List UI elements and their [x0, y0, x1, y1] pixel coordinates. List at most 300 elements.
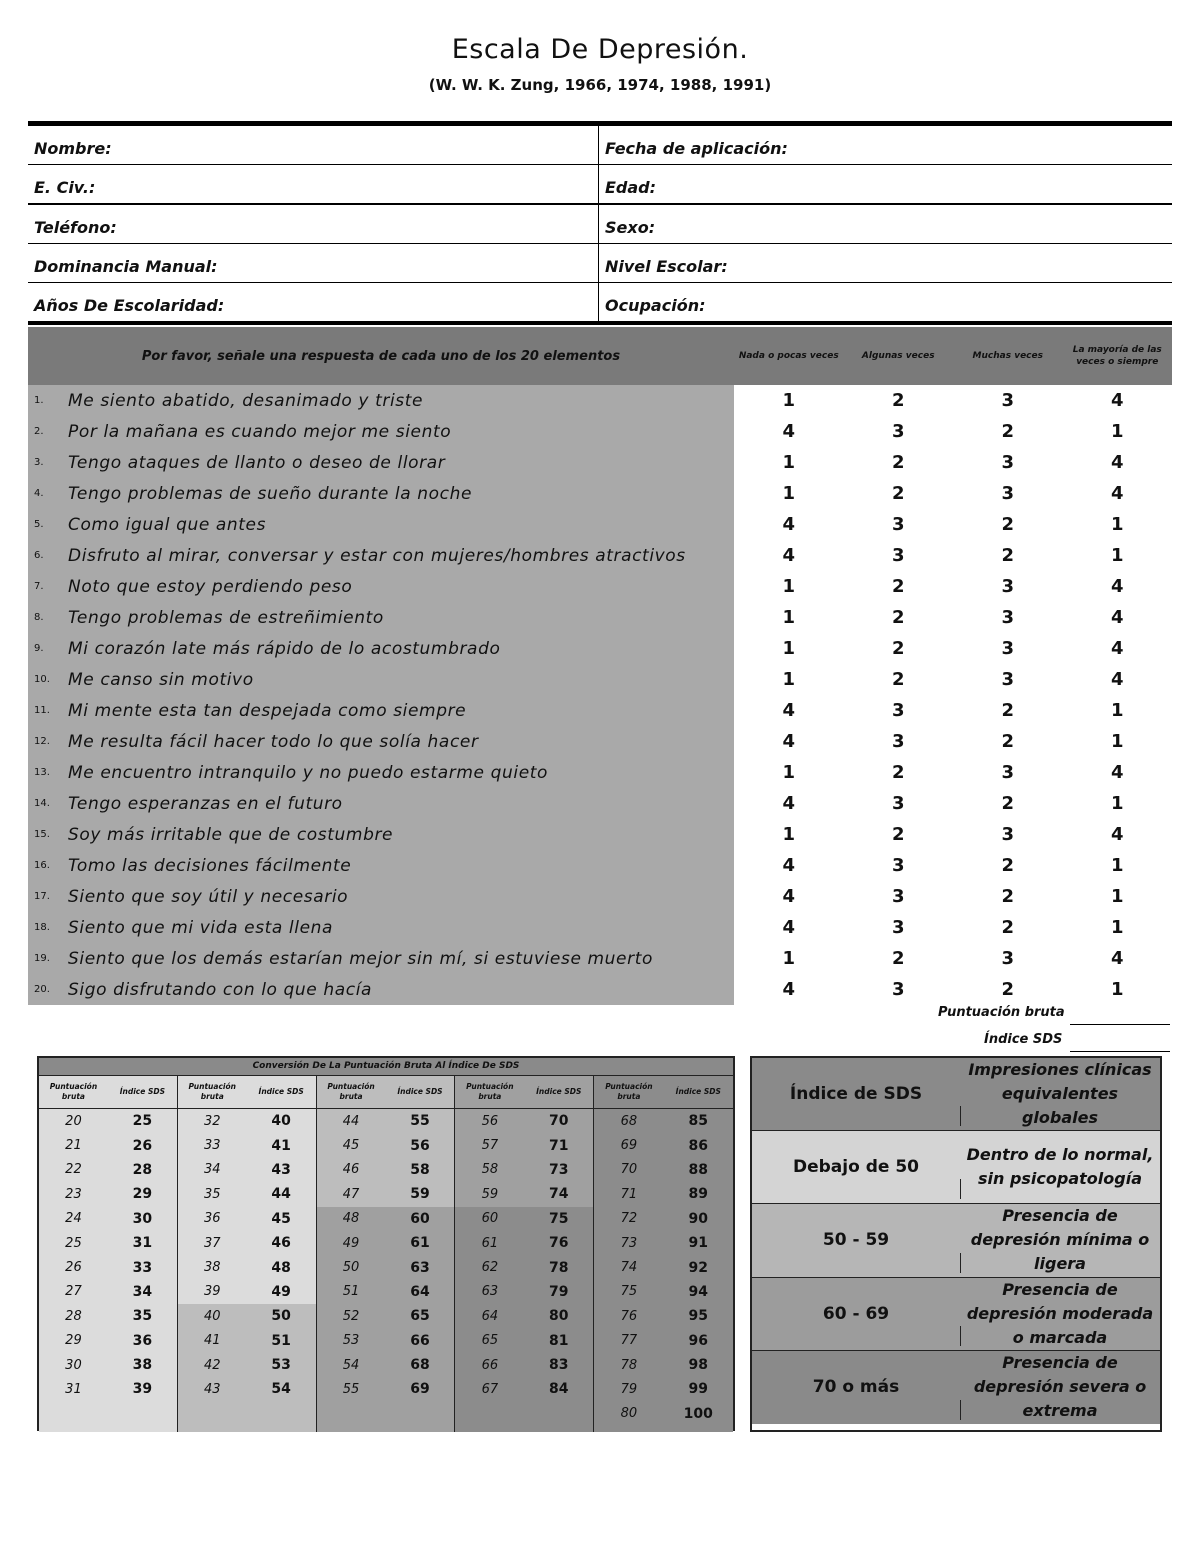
item-score-option[interactable]: 4	[782, 793, 796, 814]
conversion-row	[317, 1280, 455, 1304]
conversion-row	[317, 1207, 455, 1231]
sds-index-value: 80	[549, 1308, 569, 1325]
schooling-years-field[interactable]: Años De Escolaridad:	[28, 283, 599, 321]
item-question	[28, 881, 734, 912]
item-score-option[interactable]: 2	[891, 607, 905, 628]
item-text: Disfruto al mirar, conversar y estar con mujeres/hombres atractivos	[68, 545, 686, 566]
item-score-option[interactable]: 4	[782, 731, 796, 752]
interp-impression-header	[960, 1058, 1160, 1130]
education-level-field[interactable]: Nivel Escolar:	[605, 257, 728, 276]
item-question	[28, 757, 734, 788]
conversion-column	[39, 1076, 178, 1432]
sds-index-header: Índice SDS	[536, 1087, 582, 1096]
item-score-option[interactable]: 4	[782, 700, 796, 721]
raw-score-value: 34	[203, 1162, 221, 1178]
conversion-row	[178, 1304, 316, 1328]
item-text: Tengo problemas de sueño durante la noche	[68, 483, 473, 504]
raw-score-value: 39	[203, 1284, 221, 1300]
sds-index-value: 61	[410, 1235, 430, 1252]
item-score-option[interactable]: 3	[891, 700, 905, 721]
item-row	[28, 540, 1172, 571]
raw-score-value: 31	[65, 1381, 82, 1397]
item-score-option[interactable]: 2	[891, 390, 905, 411]
item-question	[28, 416, 734, 447]
item-score-option[interactable]: 2	[1001, 700, 1015, 721]
item-score-option[interactable]: 2	[891, 452, 905, 473]
conversion-row	[455, 1280, 593, 1304]
raw-score-value: 66	[481, 1357, 499, 1373]
conversion-row	[178, 1353, 316, 1377]
sds-index-value: 55	[410, 1113, 430, 1130]
raw-score-header: Puntuación bruta	[327, 1082, 375, 1101]
item-score-option[interactable]: 2	[1001, 979, 1015, 1000]
raw-score-value: 47	[342, 1186, 360, 1202]
item-score-option[interactable]: 1	[1110, 793, 1124, 814]
item-score-option[interactable]: 1	[1110, 886, 1124, 907]
raw-score-value: 21	[65, 1138, 82, 1154]
item-score-option[interactable]: 4	[782, 421, 796, 442]
item-number: 20.	[34, 984, 50, 995]
raw-score-value: 27	[65, 1284, 82, 1300]
conversion-row	[39, 1329, 177, 1353]
conversion-row	[455, 1329, 593, 1353]
raw-score-value: 32	[203, 1113, 221, 1129]
item-score-option[interactable]: 2	[891, 824, 905, 845]
raw-score-value: 23	[65, 1186, 82, 1202]
occupation-field[interactable]: Ocupación:	[605, 296, 706, 315]
sds-index-value: 85	[688, 1113, 709, 1130]
item-score-option[interactable]: 3	[1001, 576, 1015, 597]
conversion-row	[178, 1377, 316, 1401]
raw-score-value: 65	[481, 1333, 499, 1349]
item-score-option[interactable]: 3	[1001, 824, 1015, 845]
raw-score-value: 33	[203, 1138, 221, 1154]
sds-index-value: 53	[271, 1357, 291, 1374]
sds-index-value: 78	[549, 1259, 569, 1276]
conversion-row	[594, 1158, 733, 1182]
item-score-option[interactable]: 2	[1001, 421, 1015, 442]
sds-index-value: 29	[132, 1186, 153, 1203]
patient-info-grid	[28, 121, 1172, 325]
raw-score-value: 75	[620, 1284, 638, 1300]
item-score-option[interactable]: 3	[891, 917, 905, 938]
item-number: 3.	[34, 457, 44, 468]
raw-score-value: 55	[342, 1381, 360, 1397]
item-score-option[interactable]: 2	[1001, 793, 1015, 814]
raw-score-label: Puntuación bruta	[938, 1005, 1065, 1020]
item-number: 11.	[34, 705, 50, 716]
sds-index-value: 64	[410, 1283, 430, 1300]
raw-score-value: 72	[620, 1211, 638, 1227]
raw-score-value: 43	[203, 1381, 221, 1397]
item-score-option[interactable]: 3	[1001, 762, 1015, 783]
raw-score-value: 61	[481, 1235, 499, 1251]
conversion-row	[594, 1182, 733, 1206]
conversion-row	[594, 1231, 733, 1255]
item-row	[28, 726, 1172, 757]
conversion-row	[39, 1133, 177, 1157]
raw-score-value: 70	[620, 1162, 638, 1178]
conversion-row	[594, 1329, 733, 1353]
divider-tick	[960, 1326, 961, 1346]
raw-score-value: 37	[203, 1235, 221, 1251]
item-text: Me siento abatido, desanimado y triste	[68, 390, 424, 411]
conversion-table	[37, 1056, 735, 1431]
age-field[interactable]: Edad:	[605, 178, 657, 197]
item-number: 17.	[34, 891, 50, 902]
sds-index-value: 50	[271, 1308, 291, 1325]
sds-index-blank[interactable]	[1070, 1051, 1170, 1052]
item-number: 8.	[34, 612, 44, 623]
sds-index-header: Índice SDS	[675, 1087, 721, 1096]
item-score-option[interactable]: 4	[1110, 576, 1124, 597]
item-score-option[interactable]: 3	[1001, 669, 1015, 690]
sds-index-value: 65	[410, 1308, 430, 1325]
item-score-option[interactable]: 4	[782, 979, 796, 1000]
item-score-option[interactable]: 2	[1001, 917, 1015, 938]
raw-score-header: Puntuación bruta	[466, 1082, 514, 1101]
sds-index-value: 60	[410, 1210, 430, 1227]
item-text: Por la mañana es cuando mejor me siento	[68, 421, 452, 442]
divider-tick	[960, 1179, 961, 1199]
item-row	[28, 664, 1172, 695]
raw-score-value: 30	[65, 1357, 82, 1373]
item-text: Mi mente esta tan despejada como siempre	[68, 700, 467, 721]
conversion-row	[594, 1304, 733, 1328]
conversion-title: Conversión De La Puntuación Bruta Al Índice De SDS	[39, 1058, 733, 1076]
item-question	[28, 819, 734, 850]
conversion-row	[317, 1109, 455, 1133]
item-score-option[interactable]: 3	[1001, 390, 1015, 411]
item-text: Siento que soy útil y necesario	[68, 886, 349, 907]
item-score-option[interactable]: 3	[1001, 483, 1015, 504]
conversion-row	[39, 1207, 177, 1231]
item-number: 16.	[34, 860, 50, 871]
info-row	[28, 205, 1172, 244]
conversion-column	[178, 1076, 317, 1432]
item-score-option[interactable]: 2	[891, 483, 905, 504]
sds-index-value: 66	[410, 1332, 430, 1349]
item-score-option[interactable]: 1	[1110, 731, 1124, 752]
option-header: La mayoría de las veces o siempre	[1063, 327, 1173, 385]
raw-score-value: 62	[481, 1260, 499, 1276]
conversion-row	[594, 1353, 733, 1377]
item-text: Tengo problemas de estreñimiento	[68, 607, 384, 628]
raw-score-value: 68	[620, 1113, 638, 1129]
item-score-option[interactable]: 4	[1110, 762, 1124, 783]
item-score-option[interactable]: 1	[1110, 514, 1124, 535]
conversion-row	[594, 1133, 733, 1157]
sds-index-value: 73	[549, 1161, 569, 1178]
item-score-option[interactable]: 3	[891, 545, 905, 566]
items-header	[28, 327, 1172, 385]
interpretation-row	[752, 1131, 1160, 1204]
item-score-option[interactable]: 1	[782, 762, 796, 783]
item-score-option[interactable]: 1	[782, 948, 796, 969]
option-header: Algunas veces	[844, 327, 954, 385]
conversion-row	[178, 1255, 316, 1279]
sds-index-header: Índice SDS	[258, 1087, 304, 1096]
item-score-option[interactable]: 2	[1001, 886, 1015, 907]
sds-index-value: 69	[410, 1381, 430, 1398]
item-row	[28, 602, 1172, 633]
raw-score-value: 77	[620, 1333, 638, 1349]
item-rows	[28, 385, 1172, 1005]
sds-index-value: 100	[683, 1405, 713, 1422]
item-score-option[interactable]: 2	[891, 638, 905, 659]
info-row	[28, 165, 1172, 205]
sds-index-value: 56	[410, 1137, 430, 1154]
item-score-option[interactable]: 3	[1001, 452, 1015, 473]
item-score-option[interactable]: 1	[782, 483, 796, 504]
raw-score-value: 52	[342, 1308, 360, 1324]
sds-index-value: 76	[549, 1235, 569, 1252]
conversion-row	[39, 1109, 177, 1133]
item-question	[28, 974, 734, 1005]
item-question	[28, 726, 734, 757]
raw-score-value: 40	[203, 1308, 221, 1324]
item-score-option[interactable]: 2	[891, 576, 905, 597]
item-row	[28, 974, 1172, 1005]
option-header: Nada o pocas veces	[734, 327, 844, 385]
item-score-option[interactable]: 1	[782, 390, 796, 411]
item-number: 2.	[34, 426, 44, 437]
sds-index-value: 75	[549, 1210, 569, 1227]
item-score-option[interactable]: 1	[1110, 979, 1124, 1000]
info-row	[28, 244, 1172, 283]
item-row	[28, 509, 1172, 540]
item-score-option[interactable]: 4	[1110, 669, 1124, 690]
raw-score-value: 26	[65, 1260, 82, 1276]
raw-score-value: 36	[203, 1211, 221, 1227]
item-score-option[interactable]: 4	[782, 886, 796, 907]
conversion-row	[317, 1158, 455, 1182]
item-score-option[interactable]: 1	[782, 452, 796, 473]
item-text: Soy más irritable que de costumbre	[68, 824, 394, 845]
item-score-option[interactable]: 2	[891, 669, 905, 690]
sds-index-value: 98	[688, 1357, 709, 1374]
item-score-option[interactable]: 4	[1110, 638, 1124, 659]
item-score-option[interactable]: 3	[891, 514, 905, 535]
sds-index-header: Índice SDS	[397, 1087, 443, 1096]
item-score-option[interactable]: 3	[1001, 638, 1015, 659]
item-text: Me canso sin motivo	[68, 669, 254, 690]
conversion-row	[39, 1353, 177, 1377]
item-question	[28, 633, 734, 664]
item-score-option[interactable]: 4	[1110, 390, 1124, 411]
form-title: Escala De Depresión.	[451, 34, 749, 65]
item-question	[28, 788, 734, 819]
conversion-row	[317, 1304, 455, 1328]
interpretation-header	[752, 1058, 1160, 1131]
item-row	[28, 881, 1172, 912]
item-score-option[interactable]: 4	[1110, 452, 1124, 473]
item-row	[28, 633, 1172, 664]
conversion-row	[317, 1255, 455, 1279]
item-number: 13.	[34, 767, 50, 778]
item-score-option[interactable]: 3	[891, 731, 905, 752]
item-row	[28, 757, 1172, 788]
sds-index-value: 43	[271, 1161, 291, 1178]
sds-index-value: 96	[688, 1332, 709, 1349]
conversion-row	[455, 1133, 593, 1157]
item-score-option[interactable]: 3	[891, 979, 905, 1000]
phone-field[interactable]: Teléfono:	[28, 205, 599, 243]
conversion-row	[594, 1402, 733, 1426]
sds-range: Debajo de 50	[793, 1157, 919, 1178]
item-score-option[interactable]: 4	[782, 855, 796, 876]
info-row	[28, 126, 1172, 165]
conversion-row	[455, 1207, 593, 1231]
raw-score-value: 69	[620, 1138, 638, 1154]
conversion-row	[317, 1231, 455, 1255]
conversion-row	[178, 1207, 316, 1231]
item-score-option[interactable]: 3	[891, 421, 905, 442]
item-score-option[interactable]: 3	[1001, 948, 1015, 969]
raw-score-value: 79	[620, 1381, 638, 1397]
item-score-option[interactable]: 3	[891, 855, 905, 876]
item-question	[28, 850, 734, 881]
sds-index-value: 70	[549, 1113, 569, 1130]
sds-index-value: 48	[271, 1259, 291, 1276]
item-number: 10.	[34, 674, 50, 685]
conversion-columns	[39, 1076, 733, 1432]
item-row	[28, 416, 1172, 447]
item-text: Siento que los demás estarían mejor sin mí, si estuviese muerto	[68, 948, 653, 969]
item-score-option[interactable]: 2	[1001, 731, 1015, 752]
item-row	[28, 819, 1172, 850]
conversion-row	[178, 1231, 316, 1255]
item-question	[28, 695, 734, 726]
item-score-option[interactable]: 4	[782, 917, 796, 938]
item-score-option[interactable]: 4	[1110, 824, 1124, 845]
raw-score-value: 74	[620, 1260, 638, 1276]
interpretation-row	[752, 1278, 1160, 1351]
raw-score-value: 45	[342, 1138, 360, 1154]
item-score-option[interactable]: 2	[891, 948, 905, 969]
conversion-column	[594, 1076, 733, 1432]
sds-index-value: 40	[271, 1113, 291, 1130]
sds-range: 60 - 69	[822, 1303, 890, 1324]
sds-index-value: 33	[132, 1259, 153, 1276]
item-score-option[interactable]: 1	[782, 576, 796, 597]
item-score-option[interactable]: 1	[1110, 545, 1124, 566]
item-score-option[interactable]: 4	[782, 514, 796, 535]
conversion-row	[178, 1182, 316, 1206]
item-row	[28, 695, 1172, 726]
raw-score-value: 60	[481, 1211, 499, 1227]
item-number: 6.	[34, 550, 44, 561]
raw-score-value: 20	[65, 1113, 82, 1129]
conversion-row	[594, 1207, 733, 1231]
item-row	[28, 788, 1172, 819]
item-score-option[interactable]: 4	[1110, 483, 1124, 504]
clinical-impression-text: Presencia de depresión moderada o marcada	[966, 1279, 1154, 1347]
sds-index-value: 81	[549, 1332, 569, 1349]
item-score-option[interactable]: 1	[1110, 421, 1124, 442]
conversion-row	[39, 1377, 177, 1401]
divider-tick	[960, 1106, 961, 1126]
sds-index-value: 35	[132, 1308, 153, 1325]
raw-score-value: 54	[342, 1357, 360, 1373]
sds-index-value: 41	[271, 1137, 291, 1154]
item-score-option[interactable]: 1	[782, 638, 796, 659]
item-score-option[interactable]: 4	[782, 545, 796, 566]
raw-score-value: 24	[65, 1211, 82, 1227]
item-score-option[interactable]: 1	[1110, 917, 1124, 938]
sex-field[interactable]: Sexo:	[605, 218, 656, 237]
item-text: Tengo ataques de llanto o deseo de llorar	[68, 452, 446, 473]
conversion-column	[317, 1076, 456, 1432]
item-score-option[interactable]: 1	[782, 607, 796, 628]
item-text: Siento que mi vida esta llena	[68, 917, 334, 938]
conversion-row	[455, 1231, 593, 1255]
sds-index-value: 92	[688, 1259, 709, 1276]
conversion-row	[594, 1109, 733, 1133]
sds-index-value: 63	[410, 1259, 430, 1276]
item-question	[28, 385, 734, 416]
item-score-option[interactable]: 1	[782, 669, 796, 690]
item-score-option[interactable]: 3	[1001, 607, 1015, 628]
application-date-field[interactable]: Fecha de aplicación:	[605, 139, 788, 158]
item-score-option[interactable]: 4	[1110, 607, 1124, 628]
item-number: 5.	[34, 519, 44, 530]
item-row	[28, 571, 1172, 602]
clinical-impression	[960, 1204, 1160, 1276]
sds-index-value: 89	[688, 1186, 709, 1203]
civil-status-field[interactable]: E. Civ.:	[28, 165, 599, 203]
raw-score-value: 56	[481, 1113, 499, 1129]
conversion-row	[39, 1158, 177, 1182]
sds-index-value: 46	[271, 1235, 291, 1252]
item-number: 1.	[34, 395, 44, 406]
sds-index-header: Índice SDS	[119, 1087, 165, 1096]
conversion-row	[455, 1377, 593, 1401]
item-score-option[interactable]: 2	[1001, 514, 1015, 535]
form-citation: (W. W. K. Zung, 1966, 1974, 1988, 1991)	[428, 76, 772, 94]
item-score-option[interactable]: 3	[891, 886, 905, 907]
raw-score-value: 59	[481, 1186, 499, 1202]
handedness-field[interactable]: Dominancia Manual:	[28, 244, 599, 282]
sds-index-value: 30	[132, 1210, 153, 1227]
item-number: 12.	[34, 736, 50, 747]
sds-index-value: 99	[688, 1381, 709, 1398]
sds-index-value: 74	[549, 1186, 569, 1203]
raw-score-value: 25	[65, 1235, 82, 1251]
item-row	[28, 850, 1172, 881]
item-score-option[interactable]: 4	[1110, 948, 1124, 969]
item-score-option[interactable]: 3	[891, 793, 905, 814]
raw-score-blank[interactable]	[1070, 1024, 1170, 1025]
interp-impression-header-text: Impresiones clínicas equivalentes globales	[968, 1060, 1152, 1128]
item-score-option[interactable]: 1	[782, 824, 796, 845]
sds-index-value: 91	[688, 1235, 709, 1252]
item-text: Noto que estoy perdiendo peso	[68, 576, 353, 597]
conversion-row	[594, 1255, 733, 1279]
item-score-option[interactable]: 2	[1001, 545, 1015, 566]
item-score-option[interactable]: 2	[1001, 855, 1015, 876]
conversion-row	[317, 1329, 455, 1353]
conversion-row	[317, 1182, 455, 1206]
clinical-impression-text: Presencia de depresión severa o extrema	[973, 1353, 1147, 1421]
item-score-option[interactable]: 1	[1110, 700, 1124, 721]
item-score-option[interactable]: 1	[1110, 855, 1124, 876]
item-text: Tomo las decisiones fácilmente	[68, 855, 352, 876]
raw-score-value: 38	[203, 1260, 221, 1276]
item-score-option[interactable]: 2	[891, 762, 905, 783]
sds-index-value: 68	[410, 1357, 430, 1374]
name-field[interactable]: Nombre:	[28, 126, 599, 164]
